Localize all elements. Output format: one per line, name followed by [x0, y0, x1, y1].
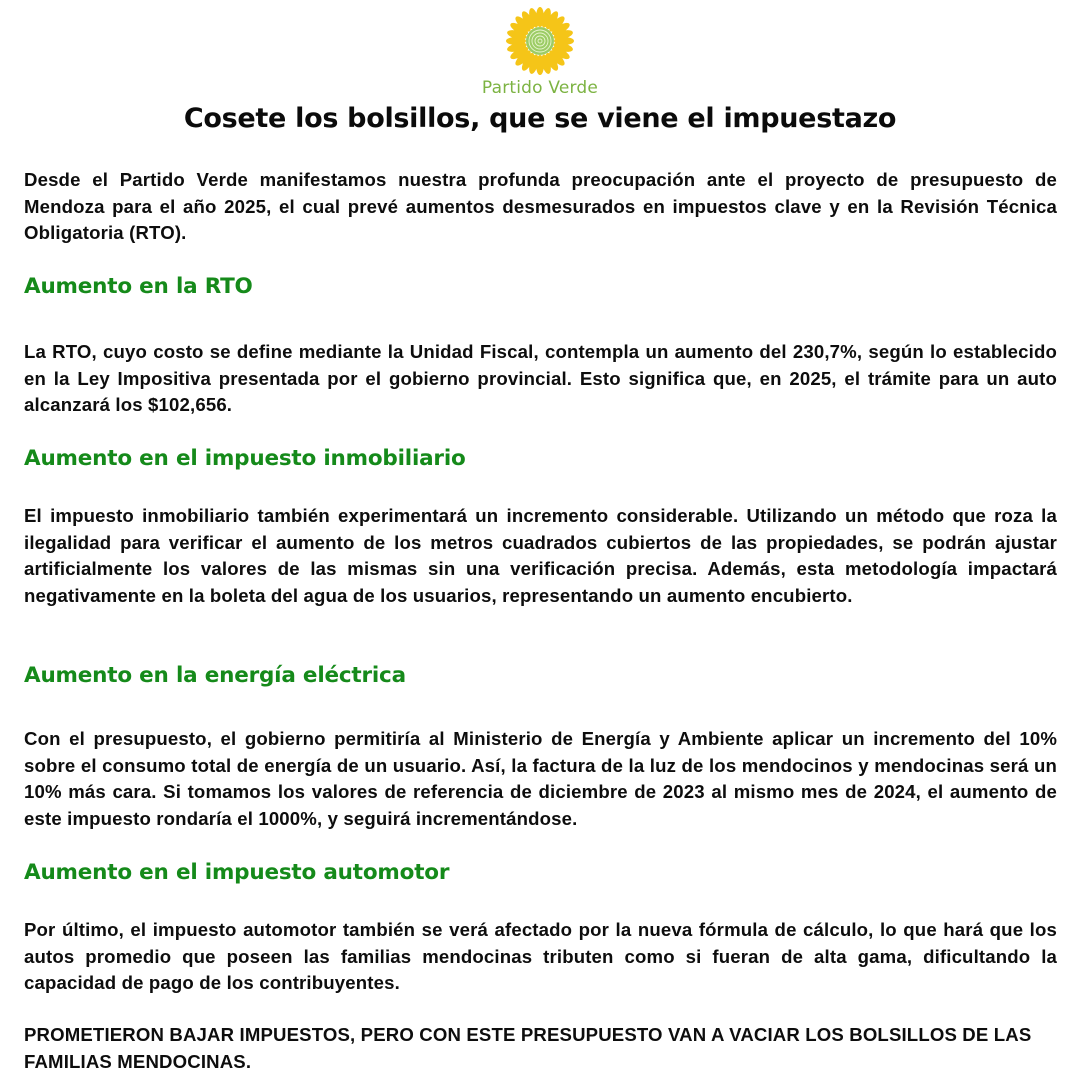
section-heading-energia: Aumento en la energía eléctrica: [24, 663, 406, 688]
party-logo: [0, 6, 1080, 98]
section-heading-automotor: Aumento en el impuesto automotor: [24, 860, 450, 885]
section-heading-inmobiliario: Aumento en el impuesto inmobiliario: [24, 446, 466, 471]
page-title: Cosete los bolsillos, que se viene el impuestazo: [183, 103, 897, 134]
closing-statement: PROMETIERON BAJAR IMPUESTOS, PERO CON ESTE PRESUPUESTO VAN A VACIAR LOS BOLSILLOS DE LAS FAMILIAS MENDOCINAS.: [24, 1024, 1032, 1072]
section-body-rto: La RTO, cuyo costo se define mediante la Unidad Fiscal, contempla un aumento del 230,7%, según lo establecido en la Ley Impositiva presentada por el gobierno provincial. Esto significa que, en 2025, el trámite para un auto alcanzará los $102,656.: [24, 341, 1057, 415]
section-body-inmobiliario: El impuesto inmobiliario también experimentará un incremento considerable. Utilizando un método que roza la ilegalidad para verificar el aumento de los metros cuadrados cubiertos de las propiedades, se podrán ajustar artificialmente los valores de las mismas sin una verificación precisa. Además, esta metodología impactará negativamente en la boleta del agua de los usuarios, representando un aumento encubierto.: [24, 505, 1057, 606]
section-body-automotor: Por último, el impuesto automotor también se verá afectado por la nueva fórmula de cálculo, lo que hará que los autos promedio que poseen las familias mendocinas tributen como si fueran de alta gama, dificultando la capacidad de pago de los contribuyentes.: [24, 919, 1057, 993]
intro-paragraph: Desde el Partido Verde manifestamos nuestra profunda preocupación ante el proyecto de presupuesto de Mendoza para el año 2025, el cual prevé aumentos desmesurados en impuestos clave y en la Revisión Técnica Obligatoria (RTO).: [24, 169, 1057, 243]
section-heading-rto: Aumento en la RTO: [24, 274, 253, 299]
section-body-energia: Con el presupuesto, el gobierno permitiría al Ministerio de Energía y Ambiente aplicar un incremento del 10% sobre el consumo total de energía de un usuario. Así, la factura de la luz de los mendocinos y mendocinas será un 10% más cara. Si tomamos los valores de referencia de diciembre de 2023 al mismo mes de 2024, el aumento de este impuesto rondaría el 1000%, y seguirá incrementándose.: [24, 728, 1057, 829]
sunflower-icon: [505, 6, 575, 76]
logo-text: Partido Verde: [481, 78, 599, 98]
